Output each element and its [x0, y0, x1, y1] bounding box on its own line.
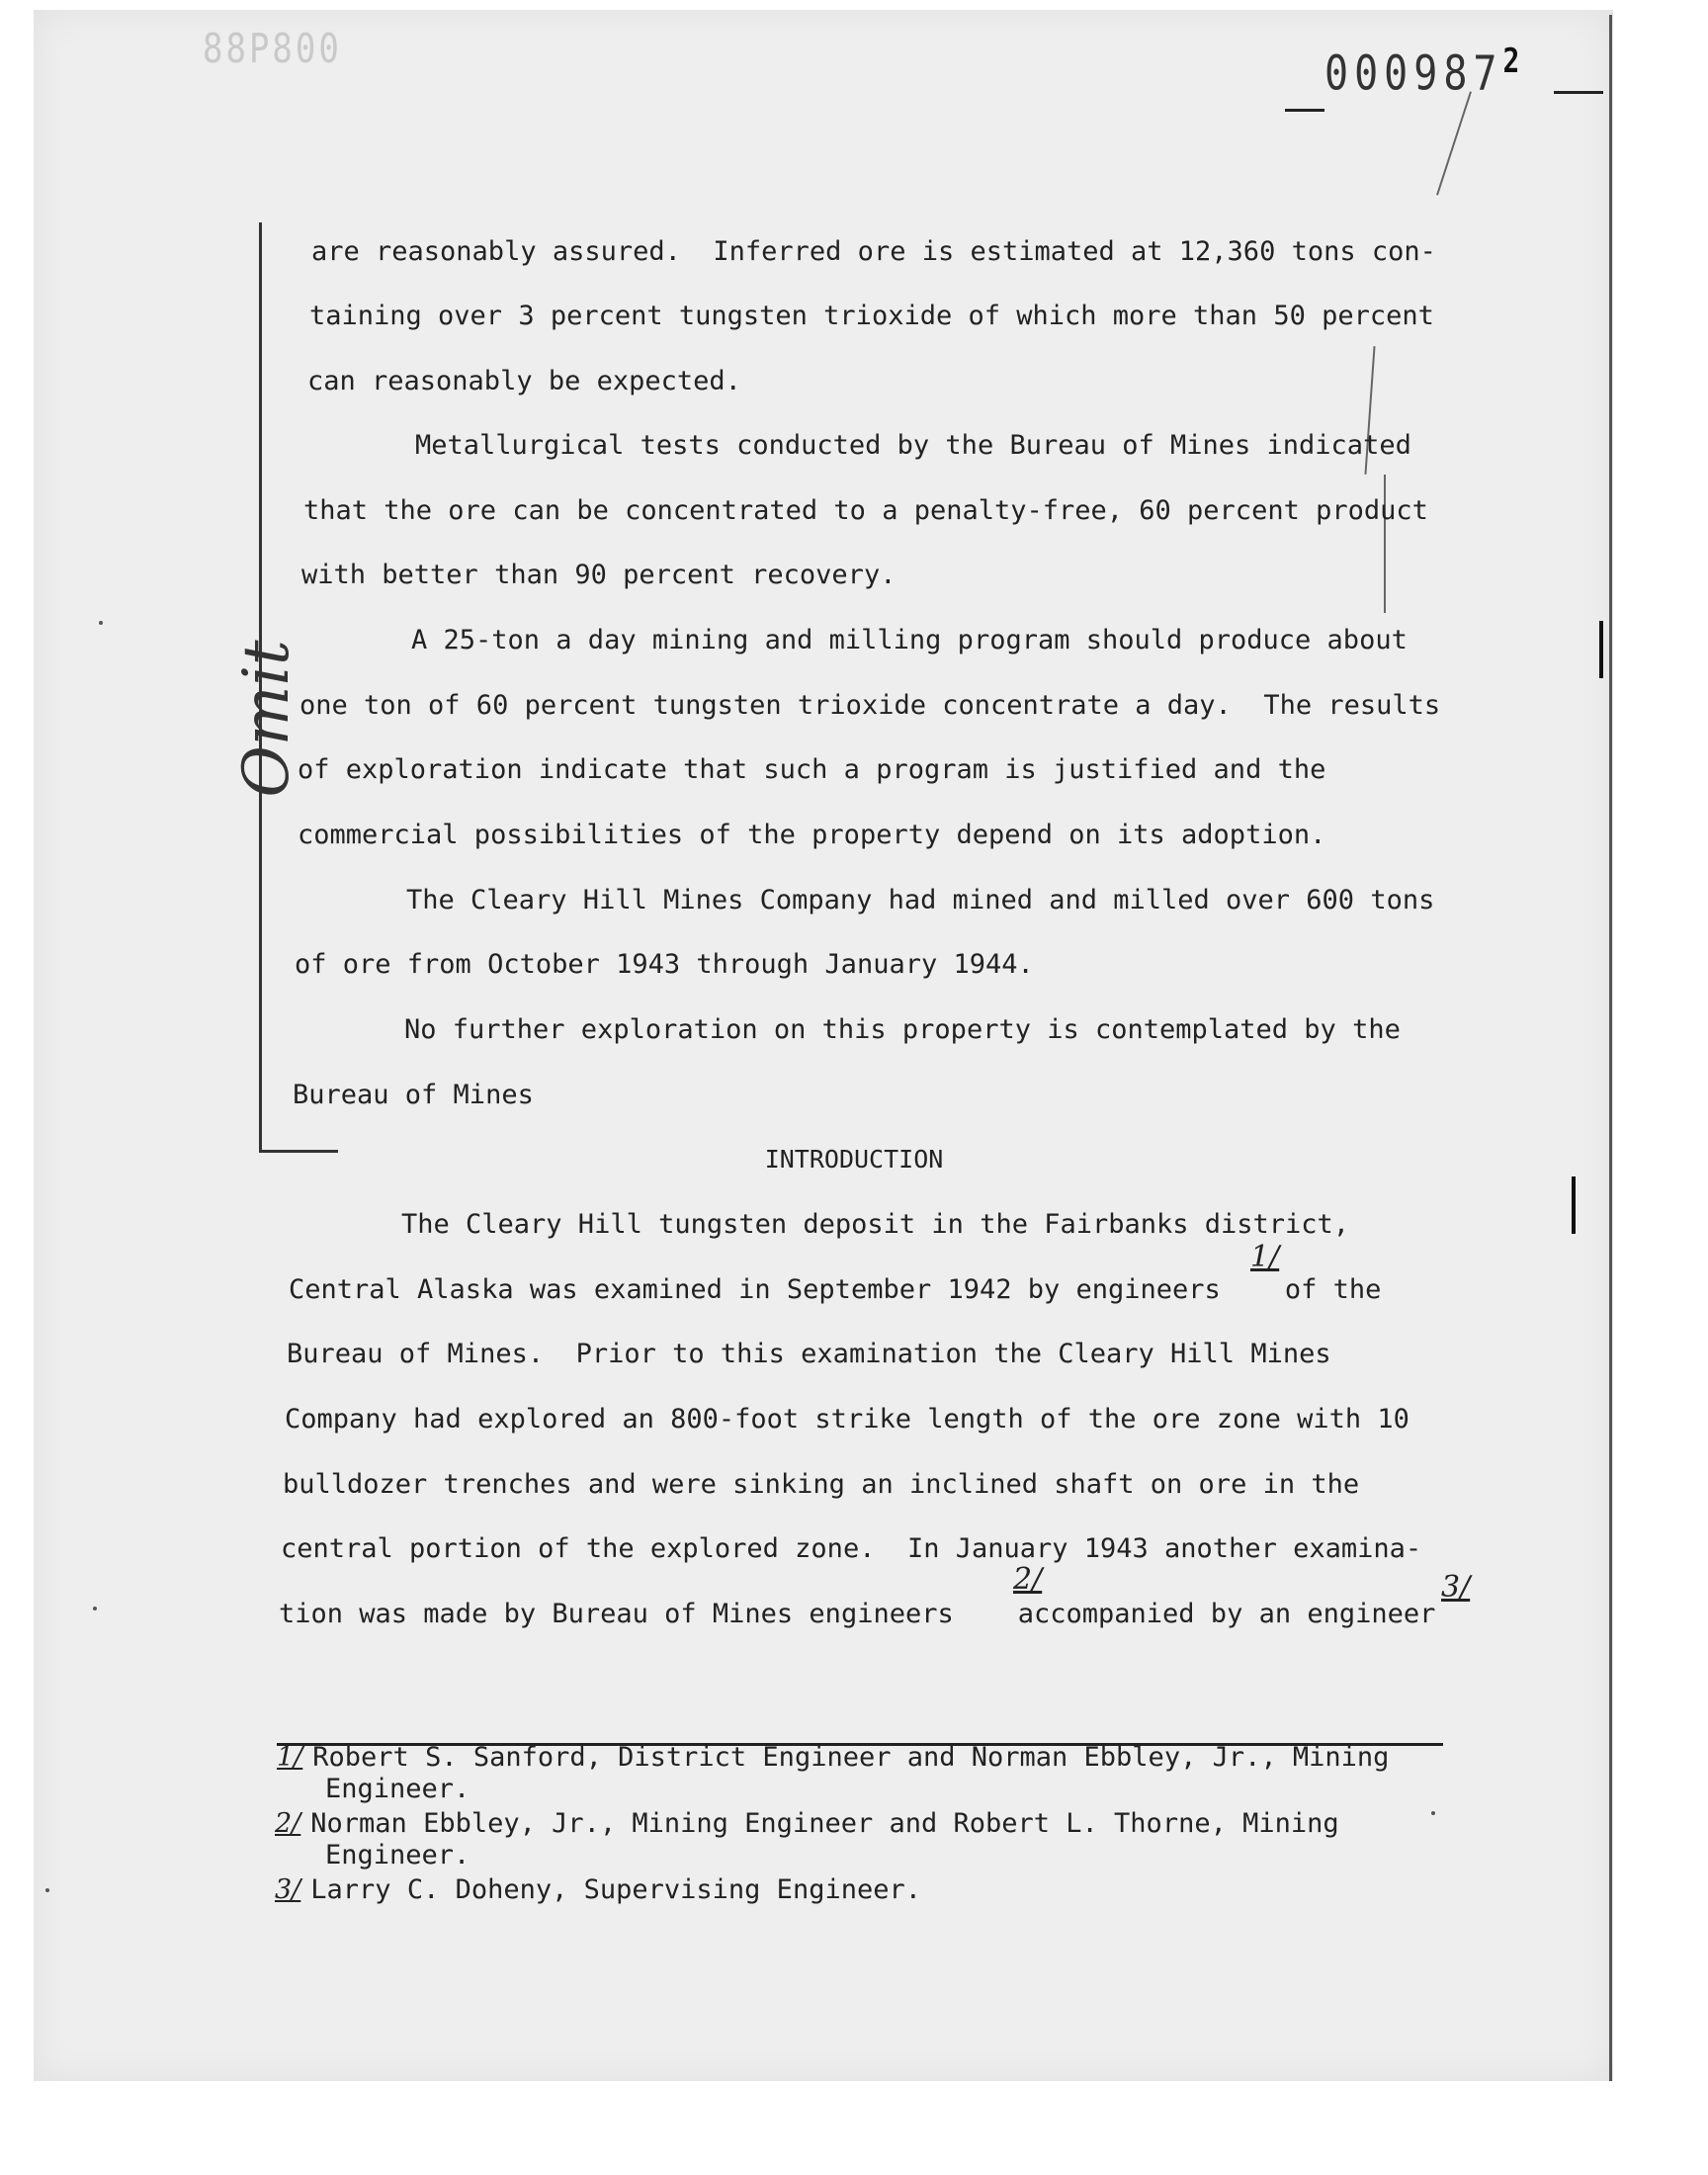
page-number: 2 — [1502, 42, 1520, 81]
revision-bar — [1599, 621, 1603, 678]
footnote-marker-1: 1/ — [1250, 1240, 1280, 1274]
footnote-marker-2: 2/ — [1013, 1562, 1043, 1597]
body-line: Metallurgical tests conducted by the Bureau of Mines indicated — [415, 430, 1411, 461]
section-heading: INTRODUCTION — [764, 1145, 944, 1174]
intro-line: Central Alaska was examined in September 1942 by engineers of the — [289, 1274, 1382, 1305]
speck — [99, 621, 103, 625]
revision-bar — [1572, 1176, 1576, 1234]
footnote-1 — [277, 1743, 1389, 1773]
body-line: The Cleary Hill Mines Company had mined and milled over 600 tons — [406, 885, 1435, 915]
body-line: one ton of 60 percent tungsten trioxide concentrate a day. The results — [299, 690, 1441, 721]
footnote-marker-3: 3/ — [1441, 1570, 1471, 1605]
intro-line: tion was made by Bureau of Mines engineers accompanied by an engineer — [279, 1599, 1436, 1629]
body-line: A 25-ton a day mining and milling program should produce about — [411, 625, 1408, 655]
body-line: taining over 3 percent tungsten trioxide of which more than 50 percent — [309, 301, 1434, 331]
ghost-stamp: 88P800 — [203, 26, 342, 73]
footnote-1-continued: Engineer. — [325, 1774, 470, 1804]
intro-line: Company had explored an 800-foot strike length of the ore zone with 10 — [285, 1404, 1409, 1435]
speck — [93, 1607, 97, 1610]
footnote-text: Norman Ebbley, Jr., Mining Engineer and Robert L. Thorne, Mining — [310, 1808, 1339, 1839]
body-line: of ore from October 1943 through January 1944. — [295, 949, 1034, 980]
intro-line: Bureau of Mines. Prior to this examination the Cleary Hill Mines — [287, 1339, 1331, 1369]
footnote-number: 1/ — [277, 1742, 303, 1773]
header-dash-left — [1285, 109, 1324, 112]
body-line: Bureau of Mines — [293, 1080, 534, 1110]
footnote-text: Larry C. Doheny, Supervising Engineer. — [310, 1874, 921, 1905]
footnote-3 — [275, 1875, 921, 1905]
body-line: that the ore can be concentrated to a penalty-free, 60 percent product — [303, 495, 1428, 526]
footnote-2 — [275, 1809, 1339, 1839]
speck — [1431, 1811, 1435, 1815]
body-line: with better than 90 percent recovery. — [301, 560, 897, 590]
body-line: commercial possibilities of the property depend on its adoption. — [298, 820, 1326, 850]
page-edge — [1609, 15, 1612, 2081]
intro-line: central portion of the explored zone. In January 1943 another examina- — [281, 1533, 1422, 1564]
body-line: are reasonably assured. Inferred ore is estimated at 12,360 tons con- — [311, 236, 1436, 267]
intro-line: bulldozer trenches and were sinking an inclined shaft on ore in the — [283, 1469, 1360, 1500]
body-line: of exploration indicate that such a program is justified and the — [298, 754, 1326, 785]
footnote-text: Robert S. Sanford, District Engineer and Norman Ebbley, Jr., Mining — [312, 1742, 1390, 1773]
footnote-number: 3/ — [275, 1874, 301, 1905]
body-line: No further exploration on this property is contemplated by the — [404, 1014, 1401, 1045]
omit-margin-note: Omit — [230, 640, 303, 798]
document-number — [1324, 42, 1519, 101]
footnote-number: 2/ — [275, 1808, 301, 1839]
document-number-value: 000987 — [1324, 46, 1503, 102]
intro-line: The Cleary Hill tungsten deposit in the Fairbanks district, — [401, 1209, 1350, 1240]
body-line: can reasonably be expected. — [307, 366, 741, 396]
header-dash-right — [1554, 91, 1603, 94]
speck — [45, 1888, 49, 1892]
footnote-2-continued: Engineer. — [325, 1840, 470, 1870]
